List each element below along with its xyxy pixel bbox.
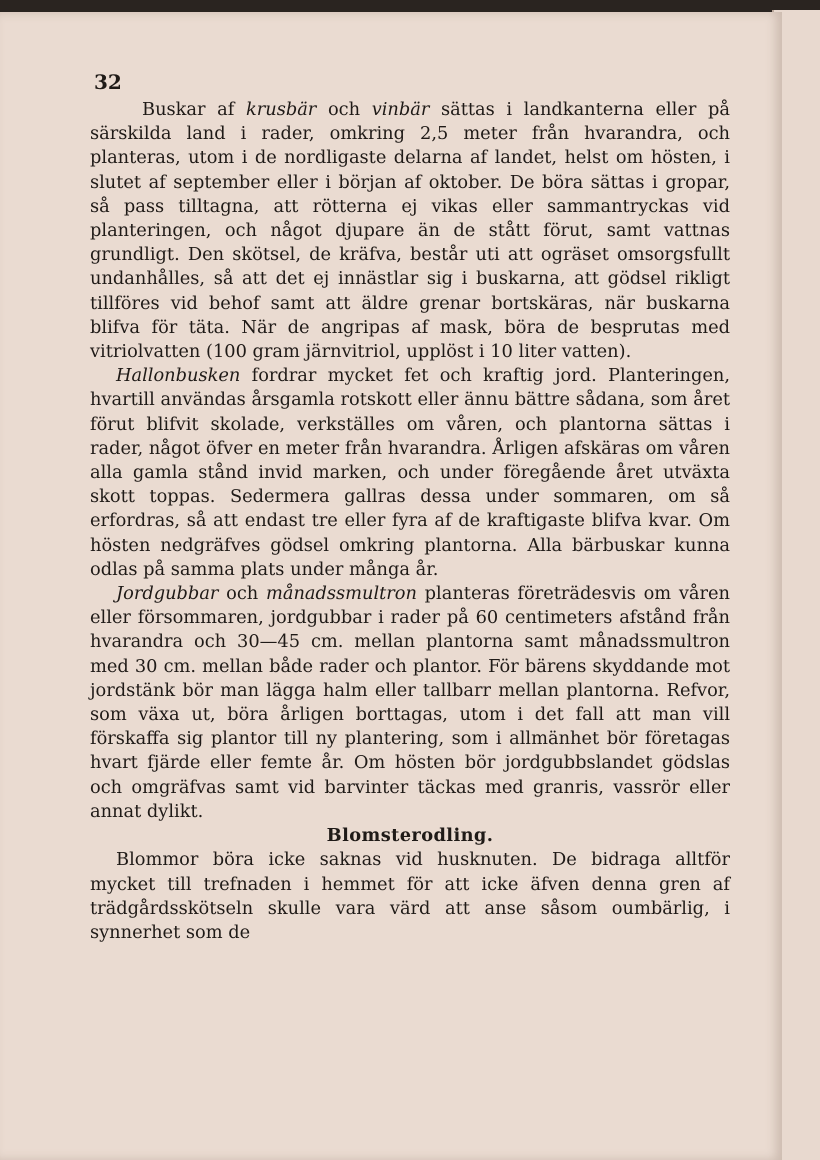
italic-term-krusbar: krusbär [245,99,317,120]
text-run: och [316,99,372,120]
italic-term-vinbar: vinbär [371,99,430,120]
section-heading: Blomsterodling. [326,825,494,847]
text-run: fordrar mycket fet och kraftig jord. Planteringen, hvartill användas årsgamla rotskott eller ännu bättre sådana, som året förut blifvit skolade, verkställes om våren, och plantorna sättas i rader, något öfver en meter från hvarandra. Årligen afskäras om våren alla gamla stånd invid marken, och under föregående året utväxta skott toppas. Sedermera gallras dessa under sommaren, om så erfordras, så att endast tre eller fyra af de kraftigaste blifva kvar. Om hösten nedgräfves gödsel omkring plantorna. Alla bärbuskar kunna odlas på samma plats under många år. [90,365,730,580]
paragraph-buskar [90,98,730,364]
paragraph-jordgubbar [90,582,730,824]
book-page [0,12,782,1160]
page-number: 32 [94,70,122,94]
text-run: Buskar af [142,99,246,120]
text-run: planteras företrädesvis om våren eller försommaren, jordgubbar i rader på 60 centimeters afstånd från hvarandra och 30—45 cm. mellan plantorna samt månadssmultron med 30 cm. mellan både rader och plantor. För bärens skyddande mot jordstänk bör man lägga halm eller tallbarr mellan plantorna. Refvor, som växa ut, böra årligen borttagas, utom i det fall att man vill förskaffa sig plantor till ny plantering, som i allmänhet bör företagas hvart fjärde eller femte år. Om hösten bör jordgubbslandet gödslas och omgräfvas samt vid barvinter täckas med granris, vassrör eller annat dylikt. [90,583,731,822]
italic-term-hallonbusken: Hallonbusken [116,365,241,387]
paragraph-hallon [90,364,730,582]
text-run: sättas i landkanterna eller på särskilda land i rader, omkring 2,5 meter från hvarandra, och planteras, utom i de nordligaste delarna af landet, helst om hösten, i slutet af september eller i början af oktober. De böra sättas i gropar, så pass tilltagna, att rötterna ej vikas eller sammantryckas vid planteringen, och något djupare än de stått förut, samt vattnas grundligt. Den skötsel, de kräfva, består uti att ogräset omsorgsfullt undanhålles, så att det ej innästlar sig i buskarna, att gödsel rikligt tillföres vid behof samt att äldre grenar bortskäras, när buskarna blifva för täta. När de angripas af mask, böra de besprutas med vitriolvatten (100 gram järnvitriol, upplöst i 10 liter vatten). [90,99,731,363]
text-run: och [218,583,266,605]
italic-term-manadssmultron: månadssmultron [266,583,417,605]
italic-term-jordgubbar: Jordgubbar [116,583,219,605]
page-text [90,98,730,945]
paragraph-blomster: Blommor böra icke saknas vid husknuten. De bidraga alltför mycket till trefnaden i hemmet för att icke äfven denna gren af trädgårdsskötseln skulle vara värd att anse såsom oumbärlig, i synnerhet som de [90,849,730,943]
page-top-edge [0,0,820,12]
